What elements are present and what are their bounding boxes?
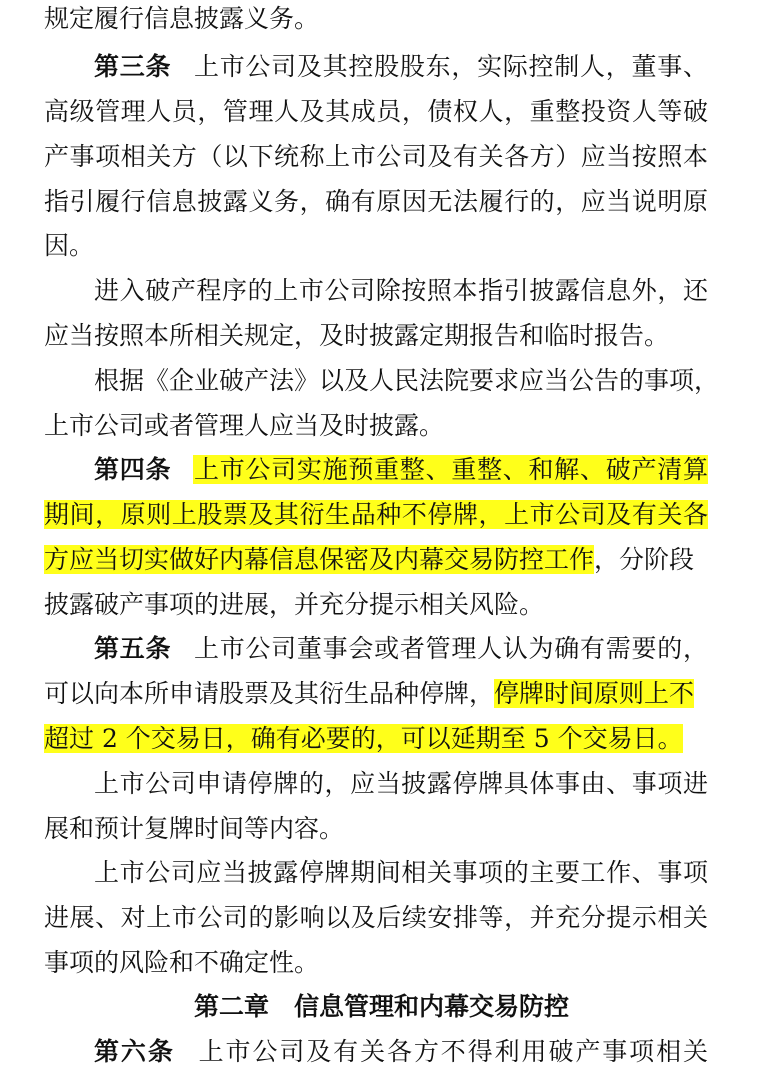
highlighted-text: 期间，原则上股票及其衍生品种不停牌，上市公司及有关各 — [44, 500, 708, 529]
text-line: 上市公司申请停牌的，应当披露停牌具体事由、事项进 — [94, 769, 708, 798]
article-5-line-1: 第五条 上市公司董事会或者管理人认为确有需要的， — [94, 634, 708, 663]
highlighted-text: 方应当切实做好内幕信息保密及内幕交易防控工作 — [44, 545, 595, 574]
article-title: 第四条 — [94, 455, 172, 484]
text-line: 应当按照本所相关规定，及时披露定期报告和临时报告。 — [44, 321, 670, 350]
article-title: 第六条 — [94, 1037, 175, 1066]
highlighted-text: 上市公司实施预重整、重整、和解、破产清算 — [193, 455, 708, 484]
text-line: 产事项相关方（以下统称上市公司及有关各方）应当按照本 — [44, 142, 708, 171]
text-line: 可以向本所申请股票及其衍生品种停牌，停牌时间原则上不 — [44, 679, 695, 708]
text-line: 高级管理人员，管理人及其成员，债权人，重整投资人等破 — [44, 97, 708, 126]
text-line: 进入破产程序的上市公司除按照本指引披露信息外，还 — [94, 276, 708, 305]
text-line: 规定履行信息披露义务。 — [44, 4, 320, 33]
article-6-line-1: 第六条 上市公司及有关各方不得利用破产事项相关 — [94, 1037, 708, 1066]
highlighted-text: 超过 2 个交易日，确有必要的，可以延期至 5 个交易日。 — [44, 724, 683, 753]
article-title: 第五条 — [94, 634, 172, 663]
text-line: 根据《企业破产法》以及人民法院要求应当公告的事项， — [94, 366, 720, 395]
text-line: 进展、对上市公司的影响以及后续安排等，并充分提示相关 — [44, 903, 708, 932]
text-line: 上市公司应当披露停牌期间相关事项的主要工作、事项 — [94, 858, 708, 887]
text-line: 因。 — [44, 231, 95, 260]
highlighted-text: 停牌时间原则上不 — [494, 679, 695, 708]
text-line: 上市公司或者管理人应当及时披露。 — [44, 411, 445, 440]
text-line — [44, 715, 683, 763]
chapter-heading: 第二章 信息管理和内幕交易防控 — [193, 992, 569, 1021]
text-line: 指引履行信息披露义务，确有原因无法履行的，应当说明原 — [44, 187, 708, 216]
text-line: 展和预计复牌时间等内容。 — [44, 814, 345, 843]
text-line: 方应当切实做好内幕信息保密及内幕交易防控工作，分阶段 — [44, 545, 695, 574]
article-3-line-1: 第三条 上市公司及其控股股东，实际控制人，董事、 — [94, 52, 708, 81]
text-line — [44, 491, 708, 539]
text-line: 披露破产事项的进展，并充分提示相关风险。 — [44, 590, 545, 619]
article-title: 第三条 — [94, 52, 172, 81]
article-4-line-1 — [94, 446, 708, 494]
text-line: 事项的风险和不确定性。 — [44, 948, 320, 977]
